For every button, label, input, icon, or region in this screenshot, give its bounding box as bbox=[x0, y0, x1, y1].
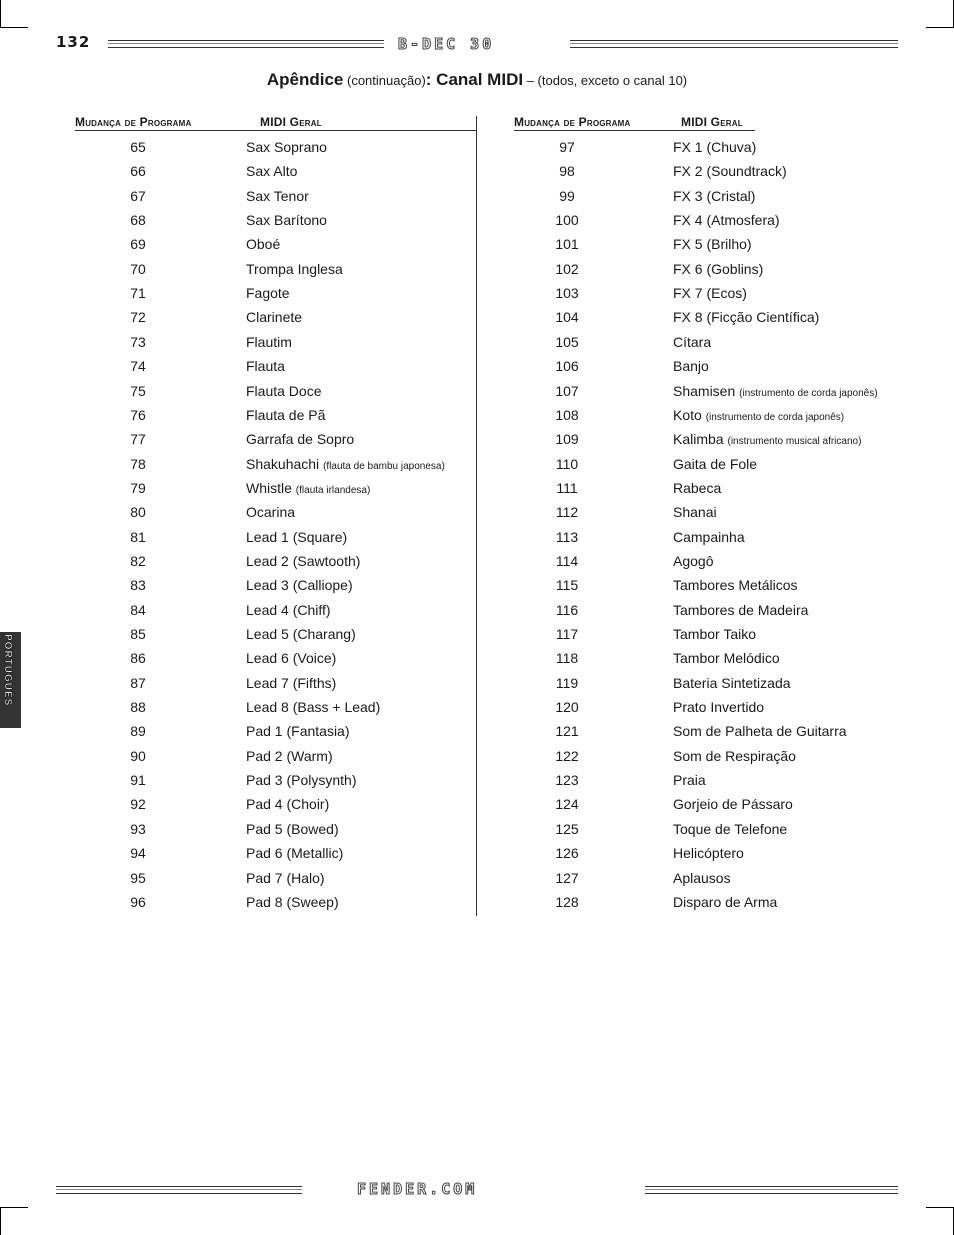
instrument-label: Som de Respiração bbox=[673, 747, 796, 764]
instrument-name bbox=[246, 456, 445, 472]
instrument-name bbox=[246, 358, 285, 374]
program-number: 86 bbox=[130, 650, 146, 667]
instrument-label: FX 8 (Ficção Científica) bbox=[673, 309, 820, 326]
program-number: 99 bbox=[559, 187, 575, 204]
instrument-name bbox=[673, 358, 709, 374]
instrument-name bbox=[673, 675, 791, 691]
instrument-name bbox=[673, 577, 798, 593]
instrument-name bbox=[246, 212, 327, 228]
instrument-label: Pad 4 (Choir) bbox=[246, 796, 330, 813]
crop-mark bbox=[0, 1207, 1, 1235]
instrument-label: Prato Invertido bbox=[673, 699, 765, 716]
program-number: 105 bbox=[555, 333, 579, 350]
program-number: 125 bbox=[555, 820, 579, 837]
program-number: 128 bbox=[555, 893, 579, 910]
program-number: 96 bbox=[130, 893, 146, 910]
instrument-note: (instrumento musical africano) bbox=[727, 436, 862, 448]
instrument-name bbox=[673, 431, 861, 447]
instrument-label: FX 4 (Atmosfera) bbox=[673, 212, 780, 229]
crop-mark bbox=[926, 27, 954, 28]
instrument-label: Bateria Sintetizada bbox=[673, 674, 791, 691]
instrument-name bbox=[673, 334, 711, 350]
program-number: 88 bbox=[130, 699, 146, 716]
instrument-name bbox=[673, 139, 756, 155]
crop-mark bbox=[0, 1207, 28, 1208]
instrument-name bbox=[246, 407, 325, 423]
instrument-name bbox=[673, 383, 878, 399]
instrument-label: Flauta de Pã bbox=[246, 406, 326, 423]
instrument-name bbox=[673, 212, 780, 228]
header-underline-left bbox=[75, 130, 476, 131]
instrument-name bbox=[246, 309, 302, 325]
instrument-note: (instrumento de corda japonês) bbox=[739, 387, 878, 399]
instrument-label: Shakuhachi bbox=[246, 455, 320, 472]
instrument-name bbox=[673, 650, 780, 666]
instrument-label: Pad 1 (Fantasia) bbox=[246, 723, 350, 740]
instrument-label: Rabeca bbox=[673, 479, 722, 496]
instrument-label: Pad 6 (Metallic) bbox=[246, 845, 344, 862]
instrument-label: Flauta Doce bbox=[246, 382, 322, 399]
instrument-label: Sax Soprano bbox=[246, 139, 327, 155]
instrument-name bbox=[246, 431, 354, 447]
program-number: 114 bbox=[555, 552, 579, 569]
program-number: 127 bbox=[555, 869, 579, 886]
instrument-name bbox=[673, 504, 717, 520]
instrument-label: Helicóptero bbox=[673, 845, 744, 862]
program-number: 68 bbox=[130, 212, 146, 229]
instrument-label: Koto bbox=[673, 406, 702, 423]
instrument-label: Lead 7 (Fifths) bbox=[246, 674, 337, 691]
program-number: 117 bbox=[555, 626, 579, 642]
program-number: 116 bbox=[555, 601, 579, 618]
program-number: 73 bbox=[130, 333, 146, 350]
program-number: 80 bbox=[130, 504, 146, 521]
instrument-label: Clarinete bbox=[246, 309, 303, 326]
footer-rule-left bbox=[56, 1186, 302, 1194]
instrument-label: Garrafa de Sopro bbox=[246, 431, 355, 448]
header-rule-right bbox=[570, 40, 898, 48]
program-number: 100 bbox=[555, 212, 579, 229]
instrument-name bbox=[673, 407, 844, 423]
instrument-label: Ocarina bbox=[246, 504, 296, 521]
crop-mark bbox=[0, 27, 28, 28]
instrument-label: Lead 5 (Charang) bbox=[246, 626, 356, 642]
program-number: 123 bbox=[555, 772, 579, 789]
instrument-name bbox=[246, 383, 321, 399]
instrument-label: Sax Alto bbox=[246, 163, 298, 180]
program-number: 101 bbox=[555, 236, 579, 253]
instrument-label: Praia bbox=[673, 772, 706, 789]
instrument-label: Pad 5 (Bowed) bbox=[246, 820, 339, 837]
program-number: 84 bbox=[130, 601, 146, 618]
instrument-label: Sax Tenor bbox=[246, 187, 309, 204]
crop-mark bbox=[0, 0, 1, 28]
instrument-label: Trompa Inglesa bbox=[246, 260, 343, 277]
instrument-label: Toque de Telefone bbox=[673, 820, 788, 837]
instrument-name bbox=[673, 796, 793, 812]
instrument-name bbox=[246, 163, 297, 179]
program-number: 107 bbox=[555, 382, 579, 399]
program-number: 111 bbox=[556, 479, 578, 496]
instrument-name bbox=[673, 261, 763, 277]
instrument-name bbox=[246, 285, 290, 301]
instrument-name bbox=[246, 334, 292, 350]
instrument-name bbox=[246, 236, 280, 252]
instrument-name bbox=[246, 261, 343, 277]
program-number: 120 bbox=[555, 699, 579, 716]
left-midi-header: MIDI Geral bbox=[260, 115, 322, 129]
instrument-label: Tambores Metálicos bbox=[673, 577, 798, 594]
instrument-name bbox=[673, 163, 787, 179]
instrument-label: Flautim bbox=[246, 333, 292, 350]
instrument-label: Shanai bbox=[673, 504, 717, 521]
instrument-label: FX 7 (Ecos) bbox=[673, 285, 747, 302]
instrument-label: Pad 8 (Sweep) bbox=[246, 893, 339, 910]
instrument-label: Agogô bbox=[673, 552, 714, 569]
instrument-label: Lead 4 (Chiff) bbox=[246, 601, 331, 618]
instrument-label: Lead 6 (Voice) bbox=[246, 650, 337, 667]
instrument-label: Pad 7 (Halo) bbox=[246, 869, 325, 886]
instrument-name bbox=[673, 894, 777, 910]
instrument-name bbox=[246, 504, 295, 520]
program-number: 104 bbox=[555, 309, 579, 326]
program-number: 79 bbox=[130, 479, 146, 496]
instrument-label: Oboé bbox=[246, 236, 281, 253]
program-number: 98 bbox=[559, 163, 575, 180]
instrument-name bbox=[673, 553, 713, 569]
program-number: 83 bbox=[130, 577, 146, 594]
instrument-label: Lead 3 (Calliope) bbox=[246, 577, 353, 594]
instrument-name bbox=[246, 188, 309, 204]
instrument-label: Gaita de Fole bbox=[673, 455, 758, 472]
instrument-label: Tambores de Madeira bbox=[673, 601, 809, 618]
instrument-name bbox=[673, 821, 787, 837]
program-number: 103 bbox=[555, 285, 579, 302]
instrument-label: Disparo de Arma bbox=[673, 893, 778, 910]
program-number: 113 bbox=[555, 528, 579, 545]
instrument-note: (instrumento de corda japonês) bbox=[705, 411, 845, 423]
instrument-name bbox=[246, 577, 353, 593]
program-number: 75 bbox=[130, 382, 146, 399]
instrument-label: Campainha bbox=[673, 528, 745, 545]
instrument-name bbox=[246, 772, 357, 788]
instrument-label: Som de Palheta de Guitarra bbox=[673, 723, 847, 740]
instrument-name bbox=[246, 699, 380, 715]
instrument-name bbox=[673, 480, 721, 496]
right-program-header: Mudança de Programa bbox=[514, 115, 631, 129]
instrument-name bbox=[246, 870, 325, 886]
program-number: 97 bbox=[559, 139, 575, 155]
program-number: 92 bbox=[130, 796, 146, 813]
instrument-name bbox=[673, 285, 747, 301]
program-number: 66 bbox=[130, 163, 146, 180]
title-channel: : Canal MIDI bbox=[425, 70, 524, 89]
instrument-label: FX 6 (Goblins) bbox=[673, 260, 764, 277]
instrument-label: FX 5 (Brilho) bbox=[673, 236, 752, 253]
instrument-label: Tambor Taiko bbox=[673, 626, 757, 642]
footer-rule-right bbox=[645, 1186, 898, 1194]
instrument-label: Cítara bbox=[673, 333, 712, 350]
language-tab bbox=[0, 632, 21, 728]
program-number: 95 bbox=[130, 869, 146, 886]
instrument-name bbox=[246, 529, 347, 545]
instrument-name bbox=[246, 748, 333, 764]
program-number: 93 bbox=[130, 820, 146, 837]
header-underline-right bbox=[514, 130, 755, 131]
instrument-name bbox=[246, 139, 327, 155]
program-number: 112 bbox=[555, 504, 579, 521]
instrument-label: Kalimba bbox=[673, 431, 724, 448]
instrument-name bbox=[673, 456, 757, 472]
instrument-name bbox=[673, 772, 706, 788]
program-number: 89 bbox=[130, 723, 146, 740]
program-number: 106 bbox=[555, 358, 579, 375]
program-number: 115 bbox=[555, 577, 579, 594]
right-midi-header: MIDI Geral bbox=[681, 115, 743, 129]
instrument-name bbox=[246, 626, 356, 642]
program-number: 109 bbox=[555, 431, 579, 448]
header-logo: B-DEC 30 bbox=[398, 35, 495, 53]
program-number: 70 bbox=[130, 260, 146, 277]
page-number: 132 bbox=[56, 33, 91, 51]
program-number: 76 bbox=[130, 406, 146, 423]
instrument-name bbox=[673, 699, 764, 715]
title-suffix: – (todos, exceto o canal 10) bbox=[526, 73, 688, 88]
program-number: 71 bbox=[130, 285, 146, 302]
instrument-name bbox=[246, 675, 336, 691]
instrument-name bbox=[673, 748, 796, 764]
instrument-name bbox=[246, 553, 360, 569]
instrument-label: Pad 3 (Polysynth) bbox=[246, 772, 357, 789]
instrument-name bbox=[673, 309, 819, 325]
instrument-name bbox=[246, 796, 329, 812]
program-number: 82 bbox=[130, 552, 146, 569]
program-number: 77 bbox=[130, 431, 146, 448]
program-number: 91 bbox=[130, 772, 146, 789]
instrument-label: Fagote bbox=[246, 285, 290, 302]
title-main: Apêndice bbox=[266, 70, 344, 89]
program-number: 78 bbox=[130, 455, 146, 472]
program-number: 65 bbox=[130, 139, 146, 155]
program-number: 67 bbox=[130, 187, 146, 204]
program-number: 119 bbox=[555, 674, 579, 691]
program-number: 121 bbox=[555, 723, 579, 740]
instrument-name bbox=[673, 602, 808, 618]
instrument-label: Gorjeio de Pássaro bbox=[673, 796, 793, 813]
program-number: 110 bbox=[555, 455, 579, 472]
program-number: 118 bbox=[555, 650, 579, 667]
program-number: 85 bbox=[130, 626, 146, 642]
crop-mark bbox=[926, 1207, 954, 1208]
program-number: 124 bbox=[555, 796, 579, 813]
footer-logo: FENDER.COM bbox=[357, 1180, 478, 1198]
instrument-label: Pad 2 (Warm) bbox=[246, 747, 333, 764]
instrument-label: FX 1 (Chuva) bbox=[673, 139, 757, 155]
instrument-name bbox=[673, 188, 755, 204]
instrument-label: Tambor Melódico bbox=[673, 650, 780, 667]
program-number: 102 bbox=[555, 260, 579, 277]
header-rule-left bbox=[108, 40, 384, 48]
instrument-name bbox=[246, 602, 331, 618]
instrument-label: Lead 2 (Sawtooth) bbox=[246, 552, 361, 569]
instrument-name bbox=[673, 529, 745, 545]
program-number: 90 bbox=[130, 747, 146, 764]
instrument-name bbox=[673, 236, 752, 252]
page-title bbox=[0, 70, 954, 90]
program-number: 126 bbox=[555, 845, 579, 862]
instrument-name bbox=[246, 845, 343, 861]
instrument-label: Flauta bbox=[246, 358, 285, 375]
instrument-name bbox=[246, 650, 336, 666]
instrument-name bbox=[246, 480, 370, 496]
instrument-name bbox=[673, 870, 731, 886]
instrument-label: FX 2 (Soundtrack) bbox=[673, 163, 787, 180]
instrument-name bbox=[673, 626, 756, 642]
title-cont: (continuação) bbox=[347, 73, 426, 88]
program-number: 81 bbox=[130, 528, 146, 545]
language-tab-label: PORTUGUÊS bbox=[2, 634, 13, 707]
instrument-label: FX 3 (Cristal) bbox=[673, 187, 756, 204]
instrument-label: Shamisen bbox=[673, 382, 736, 399]
program-number: 94 bbox=[130, 845, 146, 862]
instrument-label: Lead 1 (Square) bbox=[246, 528, 348, 545]
instrument-label: Lead 8 (Bass + Lead) bbox=[246, 699, 381, 716]
instrument-name bbox=[246, 821, 339, 837]
program-number: 69 bbox=[130, 236, 146, 253]
program-number: 72 bbox=[130, 309, 146, 326]
left-program-header: Mudança de Programa bbox=[75, 115, 192, 129]
instrument-name bbox=[673, 723, 847, 739]
instrument-label: Banjo bbox=[673, 358, 709, 375]
instrument-note: (flauta de bambu japonesa) bbox=[323, 460, 445, 472]
program-number: 122 bbox=[555, 747, 579, 764]
instrument-name bbox=[246, 723, 350, 739]
program-number: 108 bbox=[555, 406, 579, 423]
instrument-label: Sax Barítono bbox=[246, 212, 327, 229]
program-number: 87 bbox=[130, 674, 146, 691]
instrument-name bbox=[673, 845, 744, 861]
instrument-note: (flauta irlandesa) bbox=[295, 484, 371, 496]
instrument-label: Aplausos bbox=[673, 869, 731, 886]
instrument-label: Whistle bbox=[246, 479, 292, 496]
instrument-name bbox=[246, 894, 339, 910]
column-divider bbox=[476, 116, 477, 916]
program-number: 74 bbox=[130, 358, 146, 375]
